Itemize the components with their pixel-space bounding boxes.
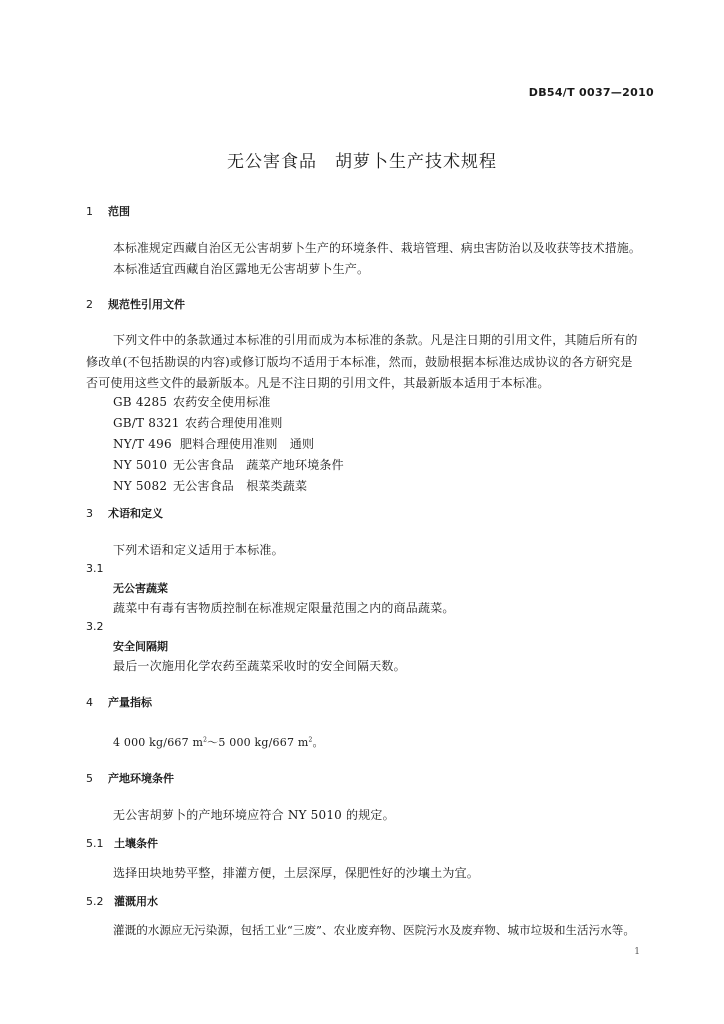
section-5-heading — [86, 770, 174, 786]
section-number: 3 — [86, 507, 93, 520]
superscript: 2 — [308, 736, 313, 744]
subsection-5-2-heading — [86, 893, 158, 909]
section-title: 产地环境条件 — [108, 772, 174, 785]
reference-name: 肥料合理使用准则 通则 — [180, 437, 315, 451]
standard-code: DB54/T 0037—2010 — [528, 86, 654, 99]
superscript: 2 — [203, 736, 208, 744]
term-definition: 最后一次施用化学农药至蔬菜采收时的安全间隔天数。 — [113, 659, 406, 673]
section-3-heading — [86, 505, 163, 521]
section-number: 4 — [86, 696, 93, 709]
document-title: 无公害食品 胡萝卜生产技术规程 — [227, 152, 497, 172]
yield-max: ～5 000 kg/667 m — [207, 736, 309, 749]
reference-item — [113, 414, 283, 431]
yield-min: 4 000 kg/667 m — [113, 736, 204, 749]
paragraph: 选择田块地势平整，排灌方便，土层深厚，保肥性好的沙壤土为宜。 — [113, 866, 480, 880]
page-number: 1 — [634, 947, 640, 957]
subsection-title: 灌溉用水 — [114, 895, 158, 908]
reference-code: NY/T 496 — [113, 437, 172, 451]
period: 。 — [312, 736, 324, 749]
reference-item — [113, 456, 344, 473]
reference-code: NY 5082 — [113, 479, 168, 493]
section-number: 1 — [86, 205, 93, 218]
reference-item — [113, 477, 307, 494]
paragraph: 本标准适宜西藏自治区露地无公害胡萝卜生产。 — [113, 262, 370, 276]
paragraph: 灌溉的水源应无污染源，包括工业“三废”、农业废弃物、医院污水及废弃物、城市垃圾和生活污水等。 — [113, 923, 635, 937]
subsection-number: 5.1 — [86, 837, 104, 850]
section-4-heading — [86, 694, 152, 710]
reference-item — [113, 435, 314, 452]
reference-name: 农药安全使用标准 — [173, 395, 271, 409]
subsection-number: 5.2 — [86, 895, 104, 908]
term-definition: 蔬菜中有毒有害物质控制在标准规定限量范围之内的商品蔬菜。 — [113, 601, 455, 615]
section-title: 范围 — [108, 205, 130, 218]
subsection-title: 土壤条件 — [114, 837, 158, 850]
section-title: 规范性引用文件 — [108, 298, 185, 311]
paragraph-line: 否可使用这些文件的最新版本。凡是不注日期的引用文件，其最新版本适用于本标准。 — [86, 376, 550, 390]
reference-item — [113, 393, 271, 410]
paragraph: 下列术语和定义适用于本标准。 — [113, 543, 284, 557]
paragraph: 无公害胡萝卜的产地环境应符合 NY 5010 的规定。 — [113, 808, 395, 822]
section-1-heading — [86, 203, 130, 219]
term-name: 安全间隔期 — [113, 640, 168, 653]
section-2-heading — [86, 296, 185, 312]
subsection-5-1-heading — [86, 835, 158, 851]
reference-code: NY 5010 — [113, 458, 168, 472]
term-name: 无公害蔬菜 — [113, 582, 168, 595]
term-number: 3.1 — [86, 562, 104, 575]
yield-range — [113, 734, 324, 750]
reference-name: 无公害食品 根菜类蔬菜 — [173, 479, 308, 493]
section-title: 产量指标 — [108, 696, 152, 709]
paragraph-line: 修改单(不包括勘误的内容)或修订版均不适用于本标准，然而，鼓励根据本标准达成协议的各方研究是 — [86, 355, 633, 369]
paragraph-line: 下列文件中的条款通过本标准的引用而成为本标准的条款。凡是注日期的引用文件，其随后所有的 — [113, 333, 638, 347]
section-number: 5 — [86, 772, 93, 785]
reference-name: 农药合理使用准则 — [185, 416, 283, 430]
reference-name: 无公害食品 蔬菜产地环境条件 — [173, 458, 344, 472]
term-number: 3.2 — [86, 620, 104, 633]
paragraph: 本标准规定西藏自治区无公害胡萝卜生产的环境条件、栽培管理、病虫害防治以及收获等技术措施。 — [113, 241, 641, 255]
reference-code: GB 4285 — [113, 395, 168, 409]
section-number: 2 — [86, 298, 93, 311]
section-title: 术语和定义 — [108, 507, 163, 520]
reference-code: GB/T 8321 — [113, 416, 180, 430]
